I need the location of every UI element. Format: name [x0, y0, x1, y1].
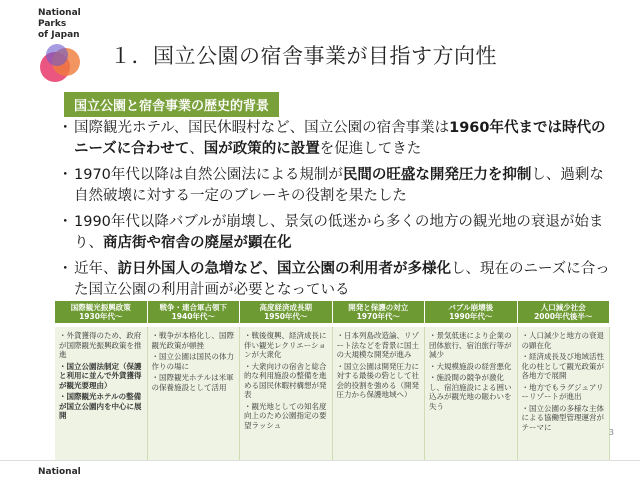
bullet-text: 1990年代以降バブルが崩壊し、景気の低迷から多くの地方の観光地の衰退が始まり、: [74, 214, 604, 251]
timeline-era-period: 1930年代～: [79, 312, 123, 321]
page-number: 3: [608, 428, 614, 437]
section-label: 国立公園と宿舎事業の歴史的背景: [64, 92, 279, 117]
timeline-column-header: [55, 301, 148, 323]
bullet-text: 近年、: [74, 261, 118, 277]
timeline-era-period: 2000年代後半～: [534, 312, 593, 321]
bullet-emphasis: 国が政策的に設置: [203, 141, 320, 157]
timeline-item: ・戦後復興、経済成長に伴い観光レクリエーションが大衆化: [244, 331, 327, 359]
timeline-column-header: [148, 301, 241, 323]
timeline-column-header: [333, 301, 426, 323]
timeline-column-header: [240, 301, 333, 323]
bullet-dot: ・: [58, 120, 73, 136]
bullet-item: [58, 259, 618, 301]
bullet-emphasis: 訪日外国人の急増など、国立公園の利用者が多様化: [117, 261, 451, 277]
logo-line-2: Parks: [38, 19, 67, 29]
next-slide-preview: [0, 460, 640, 490]
bullet-dot: ・: [58, 261, 73, 277]
bullet-dot: ・: [58, 167, 73, 183]
timeline-item: ・経済成長及び地域活性化の柱として観光政策が各地方で展開: [521, 352, 604, 380]
timeline-column-body: [148, 327, 241, 467]
next-slide-logo-text: National: [38, 467, 81, 477]
timeline-column-body: [240, 327, 333, 467]
bullet-emphasis: 1960年代までは時代のニーズに合わせて: [74, 120, 606, 157]
bullet-text: し、過剰な自然破壊に対する一定のブレーキの役割を果たした: [74, 167, 604, 204]
bullet-item: [58, 118, 618, 160]
timeline-item: ・施設間の競争が激化し、宿泊施設による囲い込みが観光地の賑わいを失う: [429, 373, 512, 411]
timeline-item: ・国際観光ホテルの整備が国立公園内を中心に展開: [59, 392, 142, 420]
timeline-column-header: [518, 301, 611, 323]
timeline-column: [240, 301, 333, 469]
bullet-emphasis: 民間の旺盛な開発圧力を抑制: [342, 167, 532, 183]
bullet-text: し、現在のニーズに合った国立公園の利用計画が必要となっている: [74, 261, 610, 298]
timeline-era-period: 1950年代～: [264, 312, 308, 321]
timeline-item: ・景気低迷により企業の団体旅行、宿泊旅行等が減少: [429, 331, 512, 359]
timeline-item: ・外貨獲得のため、政府が国際観光振興政策を推進: [59, 331, 142, 359]
timeline-item: ・国際観光ホテルは米軍の保養施設として活用: [151, 373, 234, 392]
timeline-item: ・人口減少と地方の衰退の顕在化: [521, 331, 604, 350]
timeline-item: ・大衆向けの宿舎と総合的な利用施設の整備を進める国民休暇村構想が発表: [244, 361, 327, 399]
history-timeline-table: [55, 301, 610, 469]
timeline-item: ・戦争が本格化し、国際観光政策が頓挫: [151, 331, 234, 350]
timeline-column-body: [425, 327, 518, 467]
timeline-era-period: 1970年代～: [356, 312, 400, 321]
timeline-column-body: [333, 327, 426, 467]
timeline-item: ・国立公園は開発圧力に対する最後の砦として社会的役割を強める（開発圧力から保護地域へ）: [336, 361, 419, 399]
timeline-column: [425, 301, 518, 469]
timeline-item: ・国立公園の多様な主体による協働型管理運営がテーマに: [521, 403, 604, 432]
bullet-text: 、: [189, 141, 204, 157]
timeline-item: ・観光地としての知名度向上のため公園指定の要望ラッシュ: [244, 401, 327, 430]
timeline-column-header: [425, 301, 518, 323]
timeline-column: [55, 301, 148, 469]
timeline-era-title: バブル崩壊後: [448, 303, 494, 312]
timeline-item: ・日本列島改造論、リゾート法などを背景に国土の大規模な開発が進み: [336, 331, 419, 359]
timeline-item: ・国立公園は国民の体力作りの場に: [151, 352, 234, 371]
timeline-column-body: [518, 327, 611, 467]
timeline-item: ・地方でもラグジュアリーリゾートが進出: [521, 382, 604, 401]
logo-line-3: of Japan: [38, 30, 80, 40]
timeline-column: [333, 301, 426, 469]
bullet-dot: ・: [58, 214, 73, 230]
timeline-item: ・大規模施設の経営悪化: [429, 361, 512, 371]
logo-mark-icon: [38, 44, 90, 84]
national-parks-logo: [38, 8, 98, 84]
timeline-column-body: [55, 327, 148, 467]
timeline-era-period: 1990年代～: [449, 312, 493, 321]
bullet-emphasis: 商店街や宿舎の廃屋が顕在化: [103, 235, 292, 251]
timeline-era-period: 1940年代～: [171, 312, 215, 321]
timeline-item: ・国立公園法制定（保護と利用に並んで外貨獲得が観光要理由）: [59, 361, 142, 390]
timeline-column: [518, 301, 611, 469]
timeline-era-title: 開発と保護の対立: [348, 303, 409, 312]
timeline-era-title: 国際観光振興政策: [70, 303, 131, 312]
page-title: １．国立公園の宿舎事業が目指す方向性: [110, 44, 497, 68]
bullet-text: 国際観光ホテル、国民休暇村など、国立公園の宿舎事業は: [74, 120, 450, 136]
timeline-era-title: 高度経済成長期: [259, 303, 312, 312]
bullet-text: 1970年代以降は自然公園法による規制が: [74, 167, 343, 183]
timeline-era-title: 戦争・連合軍占領下: [159, 303, 227, 312]
bullet-text: を促進してきた: [319, 141, 422, 157]
timeline-era-title: 人口減少社会: [540, 303, 586, 312]
bullet-item: [58, 212, 618, 254]
bullet-list: [58, 118, 618, 306]
timeline-column: [148, 301, 241, 469]
logo-line-1: National: [38, 8, 81, 18]
bullet-item: [58, 165, 618, 207]
